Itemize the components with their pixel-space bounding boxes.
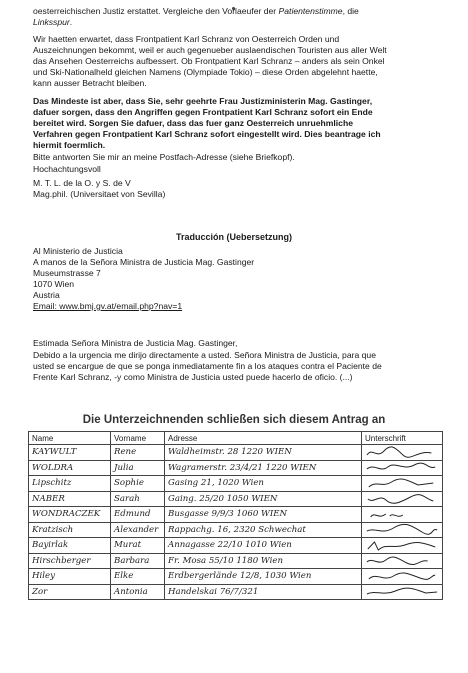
signature-row xyxy=(29,445,443,461)
handwritten-signature xyxy=(365,554,439,567)
signature-vorname: Sophie xyxy=(111,476,165,492)
letter-continuation xyxy=(33,6,438,28)
para2-line: Das Mindeste ist aber, dass Sie, sehr geehrte Frau Justizministerin Mag. Gastinger, xyxy=(33,96,373,106)
signature-adresse: Wagramerstr. 23/4/21 1220 WIEN xyxy=(165,460,362,476)
translation-heading: Traducción (Uebersetzung) xyxy=(175,232,292,242)
signature-scribble xyxy=(362,460,443,476)
signature-adresse: Erdbergerlände 12/8, 1030 Wien xyxy=(165,569,362,585)
continuation-text-end: , die xyxy=(342,6,359,16)
signature-rows xyxy=(29,445,443,600)
signature-row xyxy=(29,584,443,600)
signature-vorname: Edmund xyxy=(111,507,165,523)
signature-vorname: Rene xyxy=(111,445,165,461)
continuation-period: . xyxy=(69,17,73,27)
salutation: Estimada Señora Ministra de Justicia Mag. Gastinger, xyxy=(33,338,238,348)
continuation-text: oesterreichischen Justiz erstattet. Vergleiche den Vorlaeufer der xyxy=(33,6,279,16)
body-line: Frente Karl Schranz, -y como Ministra de Justicia usted puede hacerlo de oficio. (...) xyxy=(33,372,353,382)
header-vorname: Vorname xyxy=(111,432,165,445)
continuation-italic: Patientenstimme xyxy=(278,6,343,16)
signature-row xyxy=(29,522,443,538)
signature-row xyxy=(29,476,443,492)
handwritten-signature xyxy=(365,585,439,598)
para1-line: Auszeichnungen bekommt, weil er auch gegenueber auslaendischen Touristen aus aller Welt xyxy=(33,45,387,55)
signature-scribble xyxy=(362,538,443,554)
email-link[interactable]: www.bmj.gv.at/email.php?nav=1 xyxy=(59,301,183,311)
handwritten-signature xyxy=(365,570,439,583)
continuation-italic-2: Linksspur xyxy=(33,17,70,27)
signature-vorname: Alexander xyxy=(111,522,165,538)
handwritten-signature xyxy=(365,461,439,474)
handwritten-signature xyxy=(365,477,439,490)
handwritten-signature xyxy=(365,508,439,521)
handwritten-signature xyxy=(365,492,439,505)
signature-adresse: Annagasse 22/10 1010 Wien xyxy=(165,538,362,554)
signature-name: NABER xyxy=(29,491,111,507)
handwritten-signature xyxy=(365,446,439,459)
signature-name: Hiley xyxy=(29,569,111,585)
signature-table xyxy=(28,431,443,600)
signature-adresse: Busgasse 9/9/3 1060 WIEN xyxy=(165,507,362,523)
para1-line: Wir haetten erwartet, dass Frontpatient Karl Schranz von Oesterreich Orden und xyxy=(33,34,340,44)
signature-scribble xyxy=(362,476,443,492)
body-line: Debido a la urgencia me dirijo directamente a usted. Señora Ministra de Justicia, para que xyxy=(33,350,376,360)
signature-scribble xyxy=(362,491,443,507)
email-line xyxy=(33,301,182,311)
para1-line: und Ski-Nationalheld gleichen Namens (Olympiade Tokio) – diese Orden abgelehnt haette, xyxy=(33,67,378,77)
signature-row xyxy=(29,507,443,523)
signature-vorname: Barbara xyxy=(111,553,165,569)
handwritten-signature xyxy=(365,523,439,536)
signature-adresse: Waldheimstr. 28 1220 WIEN xyxy=(165,445,362,461)
signature-row xyxy=(29,553,443,569)
translation-body xyxy=(33,350,438,383)
signature-name: Lipschitz xyxy=(29,476,111,492)
signature-table-header xyxy=(29,432,443,445)
sender-title: Mag.phil. (Universitaet von Sevilla) xyxy=(33,189,166,199)
signature-vorname: Elke xyxy=(111,569,165,585)
signature-scribble xyxy=(362,569,443,585)
signature-row xyxy=(29,460,443,476)
signature-name: KAYWULT xyxy=(29,445,111,461)
handwritten-signature xyxy=(365,539,439,552)
signature-adresse: Rappachg. 16, 2320 Schwechat xyxy=(165,522,362,538)
header-unterschrift: Unterschrift xyxy=(362,432,443,445)
header-adresse: Adresse xyxy=(165,432,362,445)
address-line: 1070 Wien xyxy=(33,279,75,289)
signature-name: Hirschberger xyxy=(29,553,111,569)
signature-vorname: Antonia xyxy=(111,584,165,600)
signature-row xyxy=(29,491,443,507)
signature-scribble xyxy=(362,507,443,523)
signature-vorname: Murat xyxy=(111,538,165,554)
signature-row xyxy=(29,569,443,585)
signature-scribble xyxy=(362,584,443,600)
para1-line: das Ansehen Oesterreichs aufbessert. Ob Frontpatient Karl Schranz – anders als sein Onkel xyxy=(33,56,385,66)
signature-scribble xyxy=(362,522,443,538)
signature-scribble xyxy=(362,445,443,461)
signature-adresse: Gaing. 25/20 1050 WIEN xyxy=(165,491,362,507)
reply-instruction: Bitte antworten Sie mir an meine Postfach-Adresse (siehe Briefkopf). xyxy=(33,152,295,162)
signature-name: Kratzisch xyxy=(29,522,111,538)
signature-name: WOLDRA xyxy=(29,460,111,476)
signature-vorname: Sarah xyxy=(111,491,165,507)
address-line: A manos de la Señora Ministra de Justicia Mag. Gastinger xyxy=(33,257,255,267)
signature-row xyxy=(29,538,443,554)
email-label: Email: xyxy=(33,301,60,311)
signature-list-title: Die Unterzeichnenden schließen sich diesem Antrag an xyxy=(82,414,386,426)
recipient-address xyxy=(33,246,438,312)
signature-vorname: Julia xyxy=(111,460,165,476)
body-line: usted se encargue de que se ponga inmediatamente fin a los ataques contra el Paciente de xyxy=(33,361,382,371)
signature-name: Zor xyxy=(29,584,111,600)
signature-name: WONDRACZEK xyxy=(29,507,111,523)
para2-line: Verfahren gegen Frontpatient Karl Schranz sofort eingestellt wird. Dies beantrage ich xyxy=(33,129,381,139)
sender-name: M. T. L. de la O. y S. de V xyxy=(33,178,131,188)
address-line: Austria xyxy=(33,290,60,300)
signature-adresse: Handelskai 76/7/321 xyxy=(165,584,362,600)
signature-scribble xyxy=(362,553,443,569)
closing: Hochachtungsvoll xyxy=(33,164,101,174)
header-name: Name xyxy=(29,432,111,445)
paragraph-expectation xyxy=(33,34,438,89)
para2-line: dafuer sorgen, dass den Angriffen gegen Frontpatient Karl Schranz sofort ein Ende xyxy=(33,107,373,117)
para1-line: kann ausser Betracht bleiben. xyxy=(33,78,147,88)
address-line: Al Ministerio de Justicia xyxy=(33,246,123,256)
signature-adresse: Gasing 21, 1020 Wien xyxy=(165,476,362,492)
address-line: Museumstrasse 7 xyxy=(33,268,101,278)
paragraph-demand xyxy=(33,96,438,151)
signature-name: Bayirlak xyxy=(29,538,111,554)
para2-line: bereitet wird. Sorgen Sie dafuer, dass das fuer ganz Oesterreich unruehmliche xyxy=(33,118,353,128)
para2-line: hiermit foermlich. xyxy=(33,140,106,150)
signature-adresse: Fr. Mosa 55/10 1180 Wien xyxy=(165,553,362,569)
